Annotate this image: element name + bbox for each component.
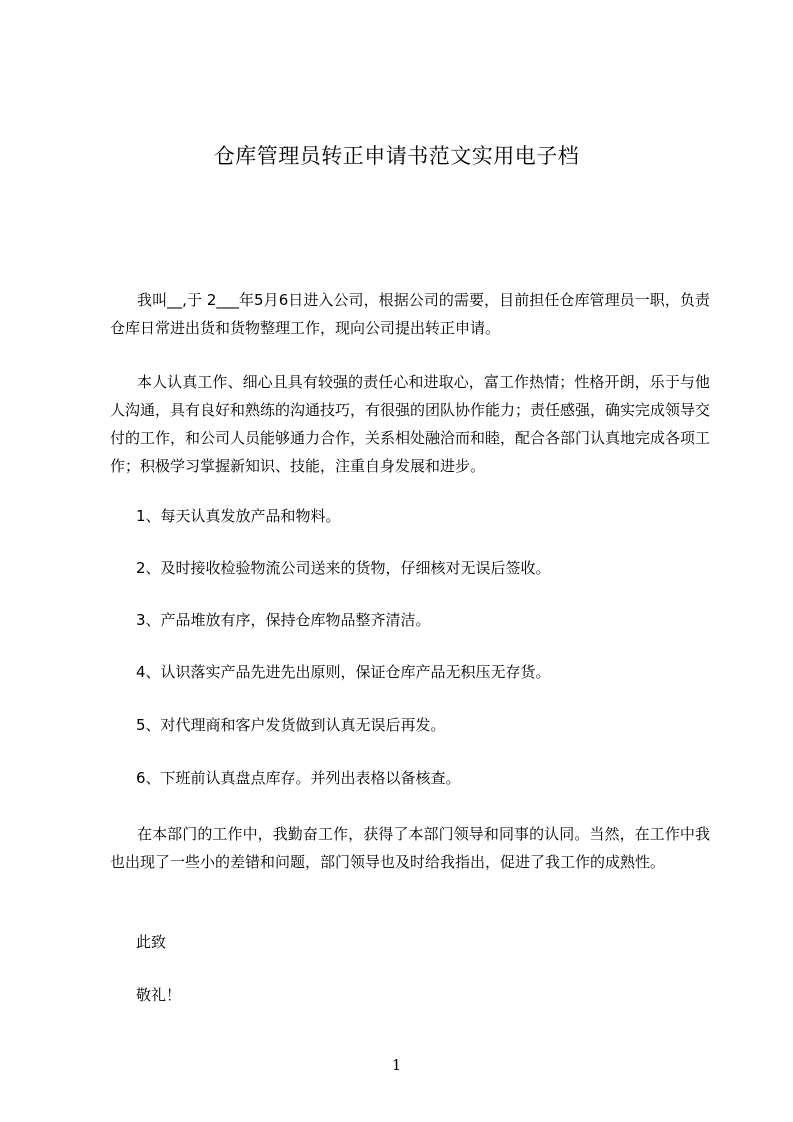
duty-item-6: 6、下班前认真盘点库存。并列出表格以备核查。 [136, 769, 461, 787]
document-title: 仓库管理员转正申请书范文实用电子档 [213, 144, 580, 168]
self-evaluation-paragraph: 本人认真工作、细心且具有较强的责任心和进取心，富工作热情；性格开朗，乐于与他人沟通，具有良好和熟练的沟通技巧，有很强的团队协作能力；责任感强，确实完成领导交付的工作，和公司人员能够通力合作，关系相处融洽而和睦，配合各部门认真地完成各项工作；积极学习掌握新知识、技能，注重自身发展和进步。 [110, 373, 711, 475]
duty-item-4: 4、认识落实产品先进先出原则，保证仓库产品无积压无存货。 [136, 663, 551, 681]
summary-paragraph: 在本部门的工作中，我勤奋工作，获得了本部门领导和同事的认同。当然，在工作中我也出现了一些小的差错和问题，部门领导也及时给我指出，促进了我工作的成熟性。 [110, 825, 710, 871]
duty-item-2: 2、及时接收检验物流公司送来的货物，仔细核对无误后签收。 [136, 559, 551, 577]
duty-item-3: 3、产品堆放有序，保持仓库物品整齐清洁。 [136, 611, 431, 629]
page-number: 1 [391, 1056, 402, 1074]
duty-item-1: 1、每天认真发放产品和物料。 [136, 507, 341, 525]
closing-line-2: 敬礼！ [136, 986, 182, 1004]
duty-item-5: 5、对代理商和客户发货做到认真无误后再发。 [136, 716, 446, 734]
intro-paragraph: 我叫__,于 2___年5月6日进入公司，根据公司的需要，目前担任仓库管理员一职，负责仓库日常进出货和货物整理工作，现向公司提出转正申请。 [110, 291, 710, 337]
closing-line-1: 此致 [136, 933, 167, 951]
